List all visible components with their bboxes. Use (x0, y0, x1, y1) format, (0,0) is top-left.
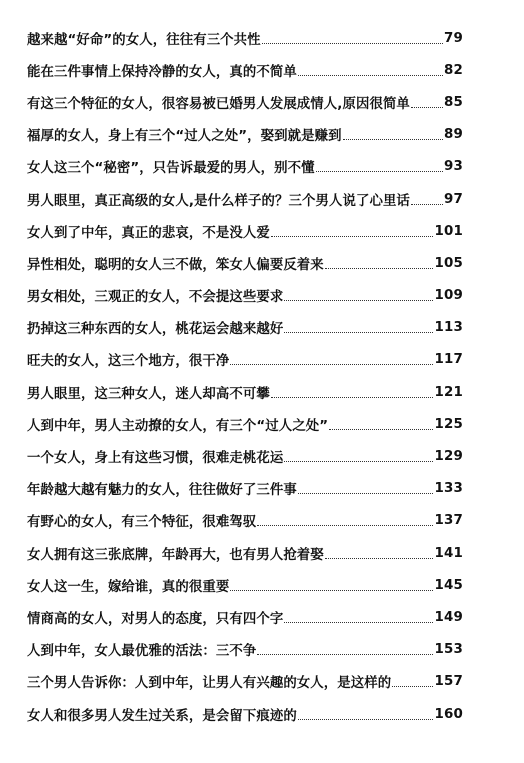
toc-entry[interactable] (27, 344, 463, 376)
toc-entry[interactable] (27, 376, 463, 408)
toc-entry-title: 异性相处，聪明的女人三不做，笨女人偏要反着来 (27, 257, 324, 273)
toc-page-number: 101 (434, 223, 463, 239)
toc-entry[interactable] (27, 215, 463, 247)
toc-page-number: 105 (434, 255, 463, 271)
dot-leader (392, 686, 433, 687)
dot-leader (284, 622, 433, 623)
toc-entry[interactable] (27, 634, 463, 666)
dot-leader (262, 43, 443, 44)
dot-leader (271, 397, 434, 398)
toc-entry[interactable] (27, 473, 463, 505)
toc-page-number: 125 (434, 416, 463, 432)
toc-entry-title: 年龄越大越有魅力的女人，往往做好了三件事 (27, 483, 297, 499)
toc-entry[interactable] (27, 698, 463, 730)
toc-page-number: 117 (434, 352, 463, 368)
dot-leader (329, 429, 433, 430)
toc-entry[interactable] (27, 86, 463, 118)
toc-entry-title: 有这三个特征的女人，很容易被已婚男人发展成情人,原因很简单 (27, 96, 410, 112)
toc-page-number: 97 (443, 191, 463, 207)
table-of-contents (27, 22, 463, 730)
dot-leader (271, 236, 434, 237)
dot-leader (343, 139, 443, 140)
dot-leader (284, 332, 433, 333)
dot-leader (230, 590, 433, 591)
toc-entry-title: 男女相处，三观正的女人，不会提这些要求 (27, 290, 284, 306)
toc-entry[interactable] (27, 54, 463, 86)
toc-page-number: 113 (434, 320, 463, 336)
toc-page-number: 79 (443, 30, 463, 46)
toc-page-number: 153 (434, 642, 463, 658)
toc-page-number: 109 (434, 288, 463, 304)
toc-entry-title: 有野心的女人，有三个特征，很难驾驭 (27, 515, 257, 531)
toc-page-number: 93 (443, 159, 463, 175)
toc-entry[interactable] (27, 505, 463, 537)
toc-page-number: 141 (434, 545, 463, 561)
toc-page-number: 89 (443, 127, 463, 143)
toc-entry[interactable] (27, 408, 463, 440)
dot-leader (257, 525, 433, 526)
dot-leader (325, 268, 434, 269)
toc-entry-title: 人到中年，女人最优雅的活法：三不争 (27, 644, 257, 660)
toc-entry[interactable] (27, 601, 463, 633)
dot-leader (298, 493, 434, 494)
toc-entry[interactable] (27, 312, 463, 344)
dot-leader (411, 107, 443, 108)
dot-leader (284, 461, 433, 462)
toc-entry[interactable] (27, 280, 463, 312)
toc-page-number: 133 (434, 481, 463, 497)
toc-entry-title: 能在三件事情上保持冷静的女人，真的不简单 (27, 64, 297, 80)
toc-page-number: 82 (443, 62, 463, 78)
toc-page-number: 137 (434, 513, 463, 529)
toc-page-number: 85 (443, 94, 463, 110)
toc-entry-title: 女人拥有这三张底牌，年龄再大，也有男人抢着娶 (27, 547, 324, 563)
toc-page-number: 160 (434, 706, 463, 722)
toc-entry-title: 女人和很多男人发生过关系，是会留下痕迹的 (27, 708, 297, 724)
toc-entry-title: 女人到了中年，真正的悲哀，不是没人爱 (27, 225, 270, 241)
toc-entry-title: 女人这一生，嫁给谁，真的很重要 (27, 579, 230, 595)
toc-page-number: 149 (434, 609, 463, 625)
dot-leader (230, 364, 433, 365)
toc-entry[interactable] (27, 151, 463, 183)
dot-leader (325, 558, 434, 559)
toc-entry-title: 女人这三个“秘密”，只告诉最爱的男人，别不懂 (27, 161, 315, 177)
toc-entry[interactable] (27, 569, 463, 601)
dot-leader (411, 204, 443, 205)
toc-entry-title: 福厚的女人，身上有三个“过人之处”，娶到就是赚到 (27, 129, 342, 145)
dot-leader (298, 719, 434, 720)
dot-leader (298, 75, 443, 76)
toc-entry-title: 一个女人，身上有这些习惯，很难走桃花运 (27, 451, 284, 467)
toc-page-number: 157 (434, 674, 463, 690)
toc-entry[interactable] (27, 666, 463, 698)
toc-entry-title: 人到中年，男人主动撩的女人，有三个“过人之处” (27, 418, 329, 434)
toc-page-number: 121 (434, 384, 463, 400)
toc-entry[interactable] (27, 22, 463, 54)
dot-leader (284, 300, 433, 301)
toc-entry-title: 情商高的女人，对男人的态度，只有四个字 (27, 611, 284, 627)
toc-entry-title: 男人眼里，这三种女人，迷人却高不可攀 (27, 386, 270, 402)
toc-page-number: 129 (434, 449, 463, 465)
toc-entry-title: 扔掉这三种东西的女人，桃花运会越来越好 (27, 322, 284, 338)
dot-leader (316, 171, 443, 172)
toc-entry-title: 男人眼里，真正高级的女人,是什么样子的？三个男人说了心里话 (27, 193, 410, 209)
toc-entry[interactable] (27, 247, 463, 279)
toc-entry-title: 旺夫的女人，这三个地方，很干净 (27, 354, 230, 370)
toc-entry[interactable] (27, 440, 463, 472)
toc-entry[interactable] (27, 119, 463, 151)
dot-leader (257, 654, 433, 655)
toc-entry[interactable] (27, 537, 463, 569)
toc-entry-title: 三个男人告诉你：人到中年，让男人有兴趣的女人，是这样的 (27, 676, 392, 692)
toc-entry[interactable] (27, 183, 463, 215)
toc-page-number: 145 (434, 577, 463, 593)
toc-entry-title: 越来越“好命”的女人，往往有三个共性 (27, 32, 261, 48)
